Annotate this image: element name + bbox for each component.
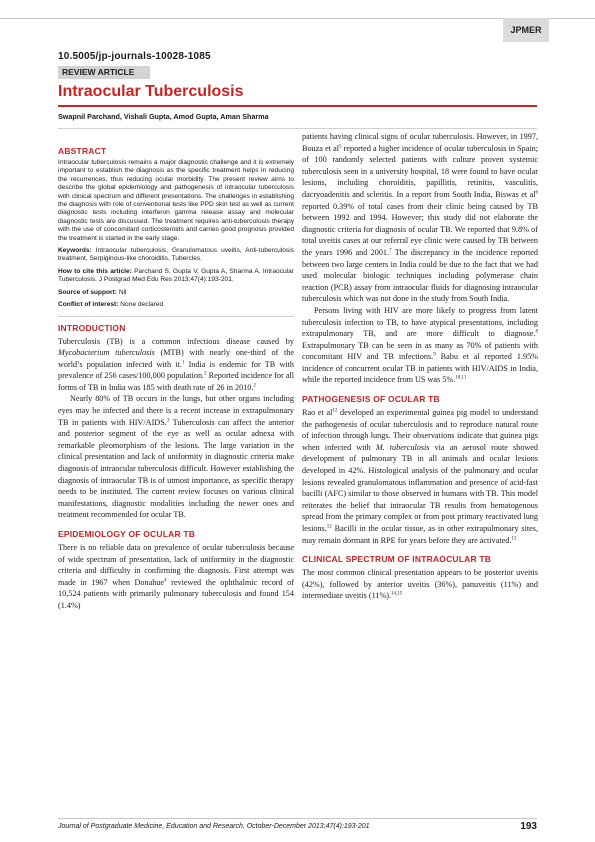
epidemiology-heading: EPIDEMIOLOGY OF OCULAR TB	[58, 529, 196, 539]
conflict-text: None declared	[118, 301, 164, 309]
epidemiology-paragraph-3: Persons living with HIV are more likely to progress from latent tuberculosis infection to TB, to have atypical presentations, including extrapulmonary TB, and are more difficult to diagnose.$^8$ Extrapulmonary TB can be seen in as many as 70% of patients with concomitant HIV and TB infections.$^9$ Babu et al reported 1.95% incidence of concurrent ocular TB in patients with HIV/AIDS in India, while the reported incidence from US was 5%.$^{10,11}$	[302, 305, 539, 385]
abstract-heading: ABSTRACT	[58, 146, 107, 156]
clinical-paragraph-1: The most common clinical presentation appears to be posterior uveitis (42%), followed by anterior uveitis (36%), panuveitis (11%) and intermediate uveitis (11%).$^{14,15}$	[302, 568, 538, 601]
abstract-rule	[58, 316, 294, 317]
epidemiology-paragraph-1: There is no reliable data on prevalence of ocular tuberculosis because of wide spectrum of presentation, lack of uniformity in the diagnostic criteria and difficulty in confirming the diagnosis. First attempt was made in 1967 when Donahue$^4$ reviewed the ophthalmic record of 10,524 patients with primarily pulmonary tuberculosis and found 154 (1.4%)	[58, 543, 294, 610]
author-rule	[58, 128, 537, 129]
abstract-text: Intraocular tuberculosis remains a major diagnostic challenge and it is extremely important to establish the diagnosis as the specific treatment helps in reducing the recurrences, thus reducing ocular morbidity. The present review aims to describe the global epidemiology and pathogenesis of intraocular tuberculosis with clinical spectrum and different presentations. The challenges in establishing the diagnosis with role of conventional tests like PPD skin test as well as current diagnostic tests including interferon gamma release assay and molecular diagnostic tests are discussed. The treatment requires anti-tubercuIosis therapy with the use of concomitant corticosteroids and carries good prognosis provided the treatment is started in the early stage.	[58, 159, 294, 242]
pathogenesis-heading: PATHOGENESIS OF OCULAR TB	[302, 394, 440, 405]
journal-tab: JPMER	[503, 18, 549, 42]
keywords	[58, 247, 294, 264]
article-title: Intraocular Tuberculosis	[58, 83, 244, 100]
cite-label: How to cite this article:	[58, 267, 132, 275]
epidemiology-continued	[302, 131, 538, 386]
abstract-section	[58, 146, 294, 310]
conflict-label: Conflict of interest:	[58, 301, 119, 309]
source-of-support	[58, 289, 294, 297]
intro-paragraph-2: Nearly 80% of TB occurs in the lungs, but other organs including eyes may be infected and there is a recent increase in extrapulmonary TB in patients with HIV/AIDS.$^3$ Tuberculosis can affect the anterior and posterior segment of the eye as well as ocular adnexa with remarkable pleomorphism of the lesions. The large variation in the clinical presentation and lack of uniformity in diagnostic criteria make diagnosis of intraocular tuberculosis difficult. However establishing the diagnosis of intraocular TB is of utmost importance, as specific therapy needs to be instituted. The current review focuses on various clinical manifestations, diagnostic modalities including the newer ones and treatment recommended for ocular TB.	[58, 394, 294, 520]
epidemiology-paragraph-2: patients having clinical signs of ocular tuberculosis. However, in 1997, Bouza et $al^5$ reported a higher incidence of ocular tuberculosis in Spain; of 100 randomly selected patients with culture proven systemic tuberculosis seen in a university hospital, 18 were found to have ocular lesions, including choroiditis, papillitis, retinitis, vasculitis, dacryoadenitis and scleritis. In a report from South India, Biswas et $al^6$ reported 0.39% of total cases from their clinic being caused by TB between 1992 and 1994. However; this study did not elaborate the diagnostic criteria for diagnosis of ocular TB. We reported that 9.8% of total uveitis cases at our referral eye clinic were caused by TB between the years 1996 and 2001.$^7$ The discrepancy in the incidence reported between two large centers in India could be due to the fact that we had used molecular biologic techniques including polymerase chain reaction (PCR) assay from intraocular fluids for diagnosing intraocular tuberculosis which was not done in the study from South India.	[302, 132, 538, 304]
epidemiology-section	[58, 529, 294, 612]
conflict-of-interest	[58, 301, 294, 309]
left-column	[58, 146, 294, 612]
introduction-section	[58, 323, 294, 522]
footer-rule	[58, 818, 537, 819]
pathogenesis-section	[302, 394, 538, 546]
support-text: Nil	[116, 288, 127, 296]
title-rule	[58, 105, 537, 107]
support-label: Source of support:	[58, 288, 117, 296]
footer-journal: Journal of Postgraduate Medicine, Education and Research, October-December 2013;47(4):193-201	[58, 823, 370, 830]
keywords-text: Intraocular tuberculosis, Granulomatous uveitis, Anti-tuberculosis treatment, Serpiginous-like choroiditis, Tubercles.	[58, 247, 294, 263]
doi: 10.5005/jp-journals-10028-1085	[58, 51, 211, 62]
intro-paragraph-1: Tuberculosis (TB) is a common infectious disease caused by Mycobacterium tuberculosis (MTB) with nearly one-third of the world’s population infected with it.$^1$ India is endemic for TB with prevalence of 256 cases/100,000 population.$^2$ Reported incidence for all forms of TB in India was 185 with death rate of 26 in 2010.$^2$	[58, 336, 295, 392]
author-list: Swapnil Parchand, Vishali Gupta, Amod Gupta, Aman Sharma	[58, 112, 269, 121]
right-column	[302, 131, 538, 602]
article-type-badge: REVIEW ARTICLE	[58, 66, 150, 79]
cite-text: Parchand S, Gupta V, Gupta A, Sharma A. Intraocular Tuberculosis. J Postgrad Med Edu Res 2013;47(4):193-201.	[58, 267, 294, 284]
page-number: 193	[520, 821, 537, 832]
keywords-label: Keywords:	[58, 247, 92, 255]
citation	[58, 268, 294, 285]
clinical-spectrum-heading: CLINICAL SPECTRUM OF INTRAOCULAR TB	[302, 554, 492, 565]
pathogenesis-paragraph-1: Rao et $al^{12}$ developed an experimental guinea pig model to understand the pathogenesis of ocular tuberculosis and to reproduce natural route of infection through lungs. Their observations indicate that guinea pigs when infected with M. tuberculosis via an aerosol route showed development of pulmonary TB in all animals and ocular lesions developed in 42%. Histological analysis of the pulmonary and ocular lesions revealed granulomatous inflammation and presence of acid-fast bacilli (AFC) similar to those observed in humans with TB. This model reiterates the belief that intraocular TB results from hematogenous spread from the primary complex or from post primary reactivated lung lesions.$^{12}$ Bacilli in the ocular tissue, as in other extrapulmonary sites, may remain dormant in RPE for years before they are activated.$^{13}$	[302, 408, 539, 545]
clinical-spectrum-section	[302, 554, 538, 602]
introduction-heading: INTRODUCTION	[58, 322, 126, 333]
